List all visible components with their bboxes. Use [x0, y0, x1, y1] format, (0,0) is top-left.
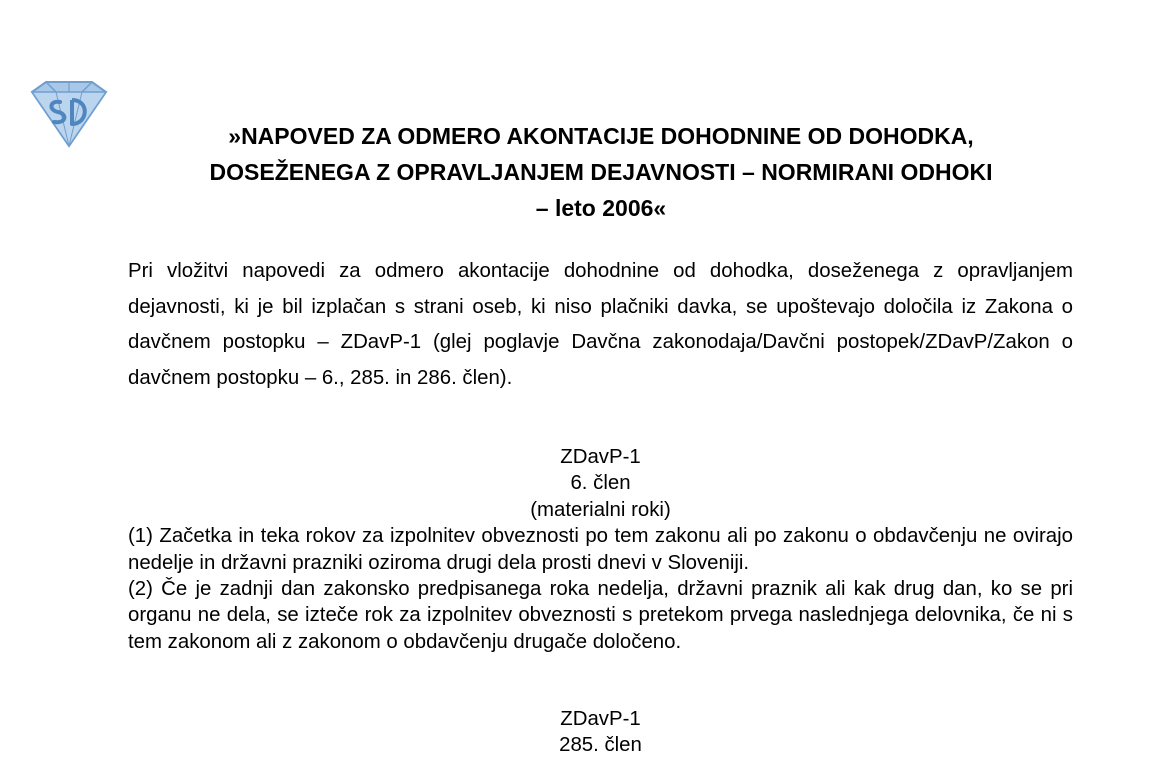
document-title — [128, 118, 1074, 226]
title-line-1: »NAPOVED ZA ODMERO AKONTACIJE DOHODNINE OD DOHODKA, — [228, 123, 974, 149]
title-line-3: – leto 2006« — [535, 195, 667, 221]
article-6 — [128, 444, 1073, 655]
article-285 — [128, 706, 1073, 759]
article-number: 285. člen — [559, 734, 642, 757]
article-paragraph-1: (1) Začetka in teka rokov za izpolnitev obveznosti po tem zakonu ali po zakonu o obdavčenju ne ovirajo nedelje in državni prazniki oziroma drugi dela prosti dnevi v Sloveniji. — [128, 525, 1073, 574]
publisher-logo — [26, 78, 112, 150]
intro-paragraph: Pri vložitvi napovedi za odmero akontacije dohodnine od dohodka, doseženega z opravljanjem dejavnosti, ki je bil izplačan s strani oseb, ki niso plačniki davka, se upoštevajo določila iz Zakona o davčnem postopku – ZDavP-1 (glej poglavje Davčna zakonodaja/Davčni postopek/ZDavP/Zakon o davčnem postopku – 6., 285. in 286. člen). — [128, 260, 1073, 389]
article-law-name: ZDavP-1 — [560, 446, 641, 468]
article-heading: (materialni roki) — [530, 498, 671, 521]
article-number: 6. člen — [570, 472, 631, 495]
title-line-2: DOSEŽENEGA Z OPRAVLJANJEM DEJAVNOSTI – NORMIRANI ODHOKI — [209, 159, 993, 185]
article-law-name: ZDavP-1 — [560, 708, 641, 730]
article-paragraph-2: (2) Če je zadnji dan zakonsko predpisanega roka nedelja, državni praznik ali kak drug dan, ko se pri organu ne dela, se izteče rok za izpolnitev obveznosti s pretekom prvega naslednjega delovnika, če ni s tem zakonom ali z zakonom o obdavčenju drugače določeno. — [128, 578, 1073, 653]
